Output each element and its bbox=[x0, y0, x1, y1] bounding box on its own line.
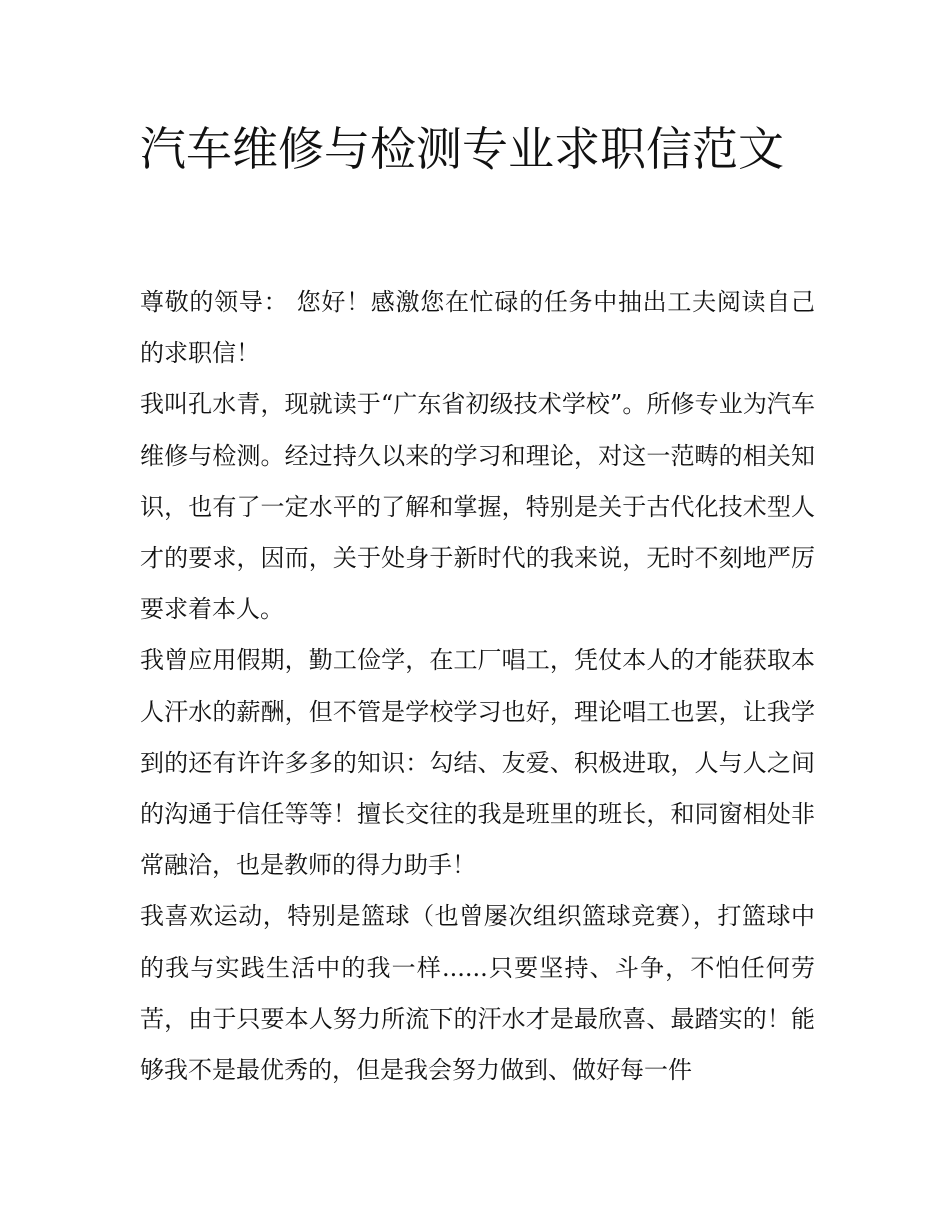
paragraph-experience: 我曾应用假期，勤工俭学，在工厂唱工，凭仗本人的才能获取本人汗水的薪酬，但不管是学校学习也好，理论唱工也罢，让我学到的还有许许多多的知识：勾结、友爱、积极进取，人与人之间的沟通于信任等等！擅长交往的我是班里的班长，和同窗相处非常融洽，也是教师的得力助手！ bbox=[140, 646, 815, 880]
paragraph-greeting: 尊敬的领导： 您好！感激您在忙碌的任务中抽出工夫阅读自己的求职信！ bbox=[140, 288, 815, 368]
paragraph-hobbies: 我喜欢运动，特别是篮球（也曾屡次组织篮球竞赛），打篮球中的我与实践生活中的我一样......只要坚持、斗争，不怕任何劳苦，由于只要本人努力所流下的汗水才是最欣喜、最踏实的！能够我不是最优秀的，但是我会努力做到、做好每一件 bbox=[140, 902, 815, 1085]
document-title: 汽车维修与检测专业求职信范文 bbox=[140, 122, 784, 176]
paragraph-introduction: 我叫孔水青，现就读于“广东省初级技术学校”。所修专业为汽车维修与检测。经过持久以来的学习和理论，对这一范畴的相关知识，也有了一定水平的了解和掌握，特别是关于古代化技术型人才的要求，因而，关于处身于新时代的我来说，无时不刻地严厉要求着本人。 bbox=[140, 390, 815, 624]
document-body bbox=[140, 277, 815, 1096]
